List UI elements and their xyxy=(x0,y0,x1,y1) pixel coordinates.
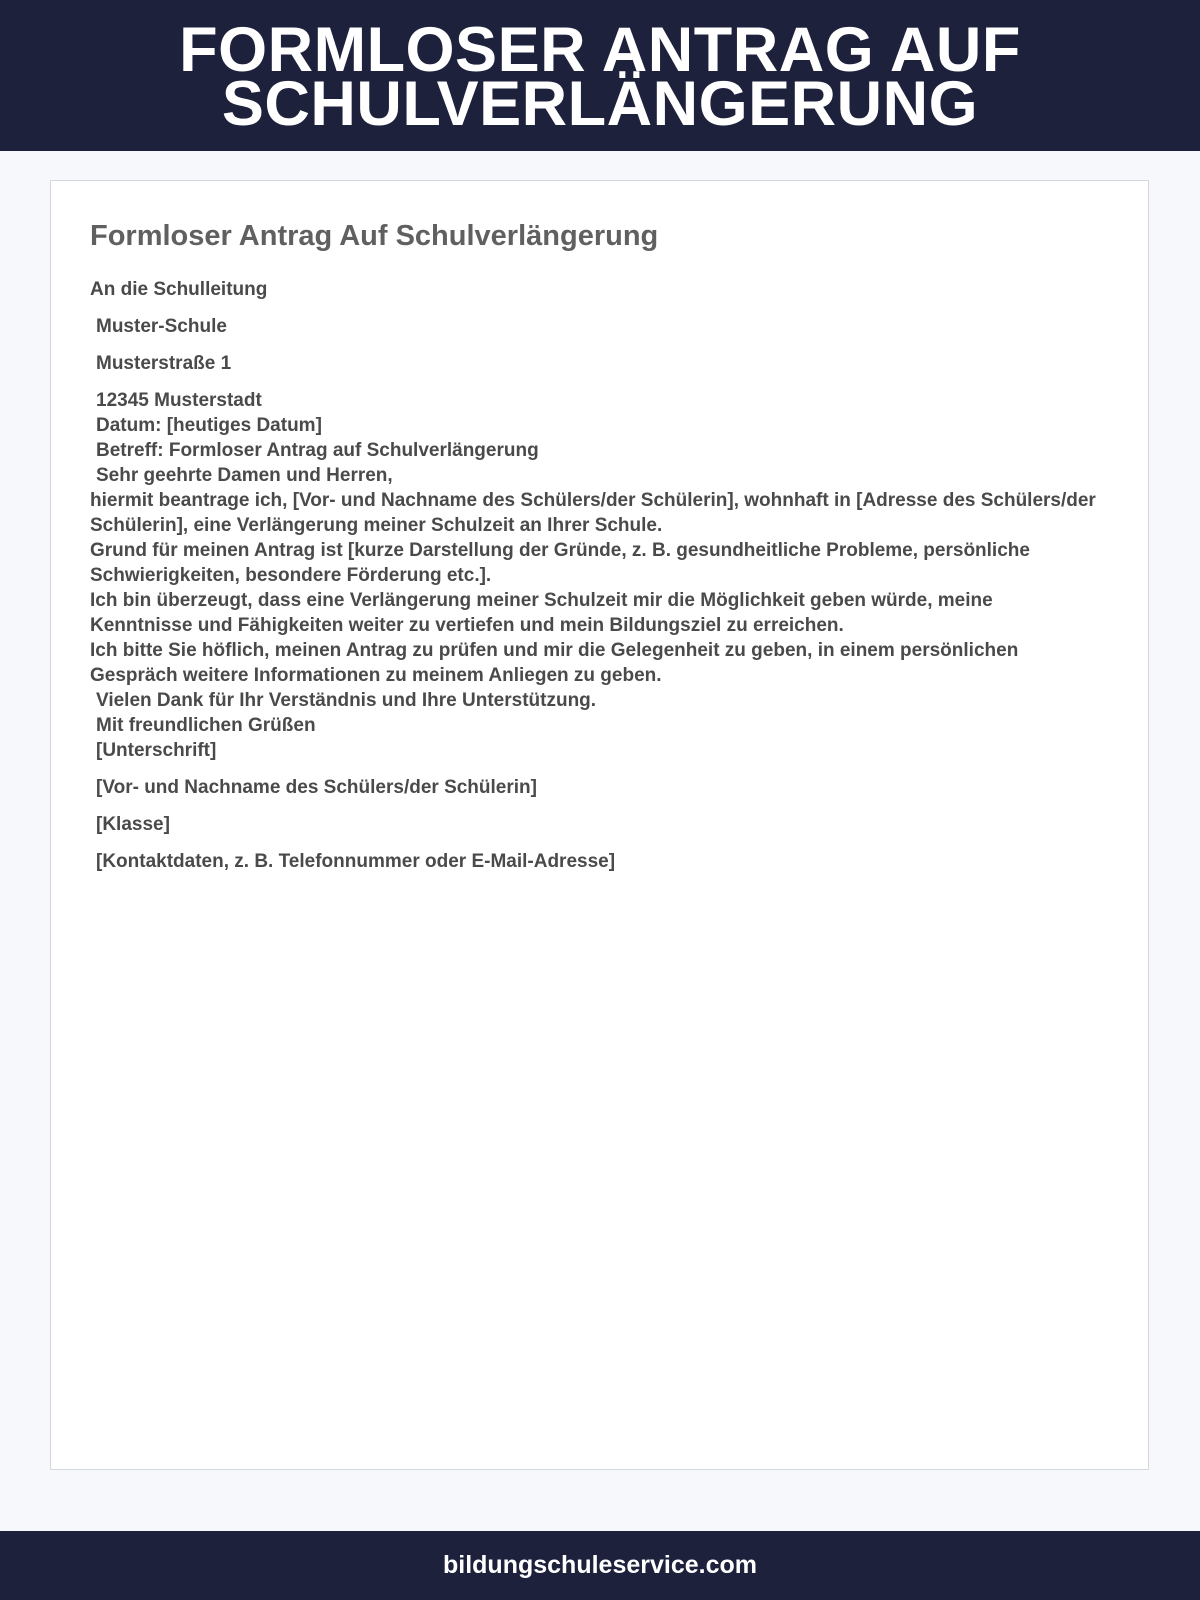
sender-contact: [Kontaktdaten, z. B. Telefonnummer oder E-Mail-Adresse] xyxy=(96,851,616,872)
signature-placeholder: [Unterschrift] xyxy=(96,740,217,761)
paragraph-review-request: Ich bitte Sie höflich, meinen Antrag zu prüfen und mir die Gelegenheit zu geben, in einem persönlichen Gespräch weitere Informationen zu meinem Anliegen zu geben. xyxy=(90,640,1019,686)
letter-body xyxy=(90,277,1100,874)
school-street: Musterstraße 1 xyxy=(96,353,232,374)
document-title: Formloser Antrag Auf Schulverlängerung xyxy=(90,220,659,252)
banner-title-line-1: FORMLOSER ANTRAG AUF xyxy=(179,14,1021,85)
footer-website: bildungschuleservice.com xyxy=(443,1551,757,1579)
banner-title-line-2: SCHULVERLÄNGERUNG xyxy=(221,68,979,139)
banner-title xyxy=(179,14,1021,139)
header-banner xyxy=(0,0,1200,151)
subject-line: Betreff: Formloser Antrag auf Schulverlängerung xyxy=(96,440,539,461)
recipient-line: An die Schulleitung xyxy=(90,279,268,300)
footer-bar xyxy=(0,1531,1200,1600)
school-city: 12345 Musterstadt xyxy=(96,390,262,411)
school-name: Muster-Schule xyxy=(96,316,227,337)
thanks-line: Vielen Dank für Ihr Verständnis und Ihre Unterstützung. xyxy=(96,690,597,711)
date-line: Datum: [heutiges Datum] xyxy=(96,415,322,436)
closing-line: Mit freundlichen Grüßen xyxy=(96,715,316,736)
document-card xyxy=(50,180,1149,1470)
salutation: Sehr geehrte Damen und Herren, xyxy=(96,465,393,486)
paragraph-reason: Grund für meinen Antrag ist [kurze Darstellung der Gründe, z. B. gesundheitliche Probleme, persönliche Schwierigkeiten, besondere Förderung etc.]. xyxy=(90,540,1030,586)
paragraph-conviction: Ich bin überzeugt, dass eine Verlängerung meiner Schulzeit mir die Möglichkeit geben würde, meine Kenntnisse und Fähigkeiten weiter zu vertiefen und mein Bildungsziel zu erreichen. xyxy=(90,590,993,636)
sender-name: [Vor- und Nachname des Schülers/der Schülerin] xyxy=(96,777,537,798)
sender-class: [Klasse] xyxy=(96,814,170,835)
paragraph-request: hiermit beantrage ich, [Vor- und Nachname des Schülers/der Schülerin], wohnhaft in [Adresse des Schülers/der Schülerin], eine Verlängerung meiner Schulzeit an Ihrer Schule. xyxy=(90,490,1096,536)
